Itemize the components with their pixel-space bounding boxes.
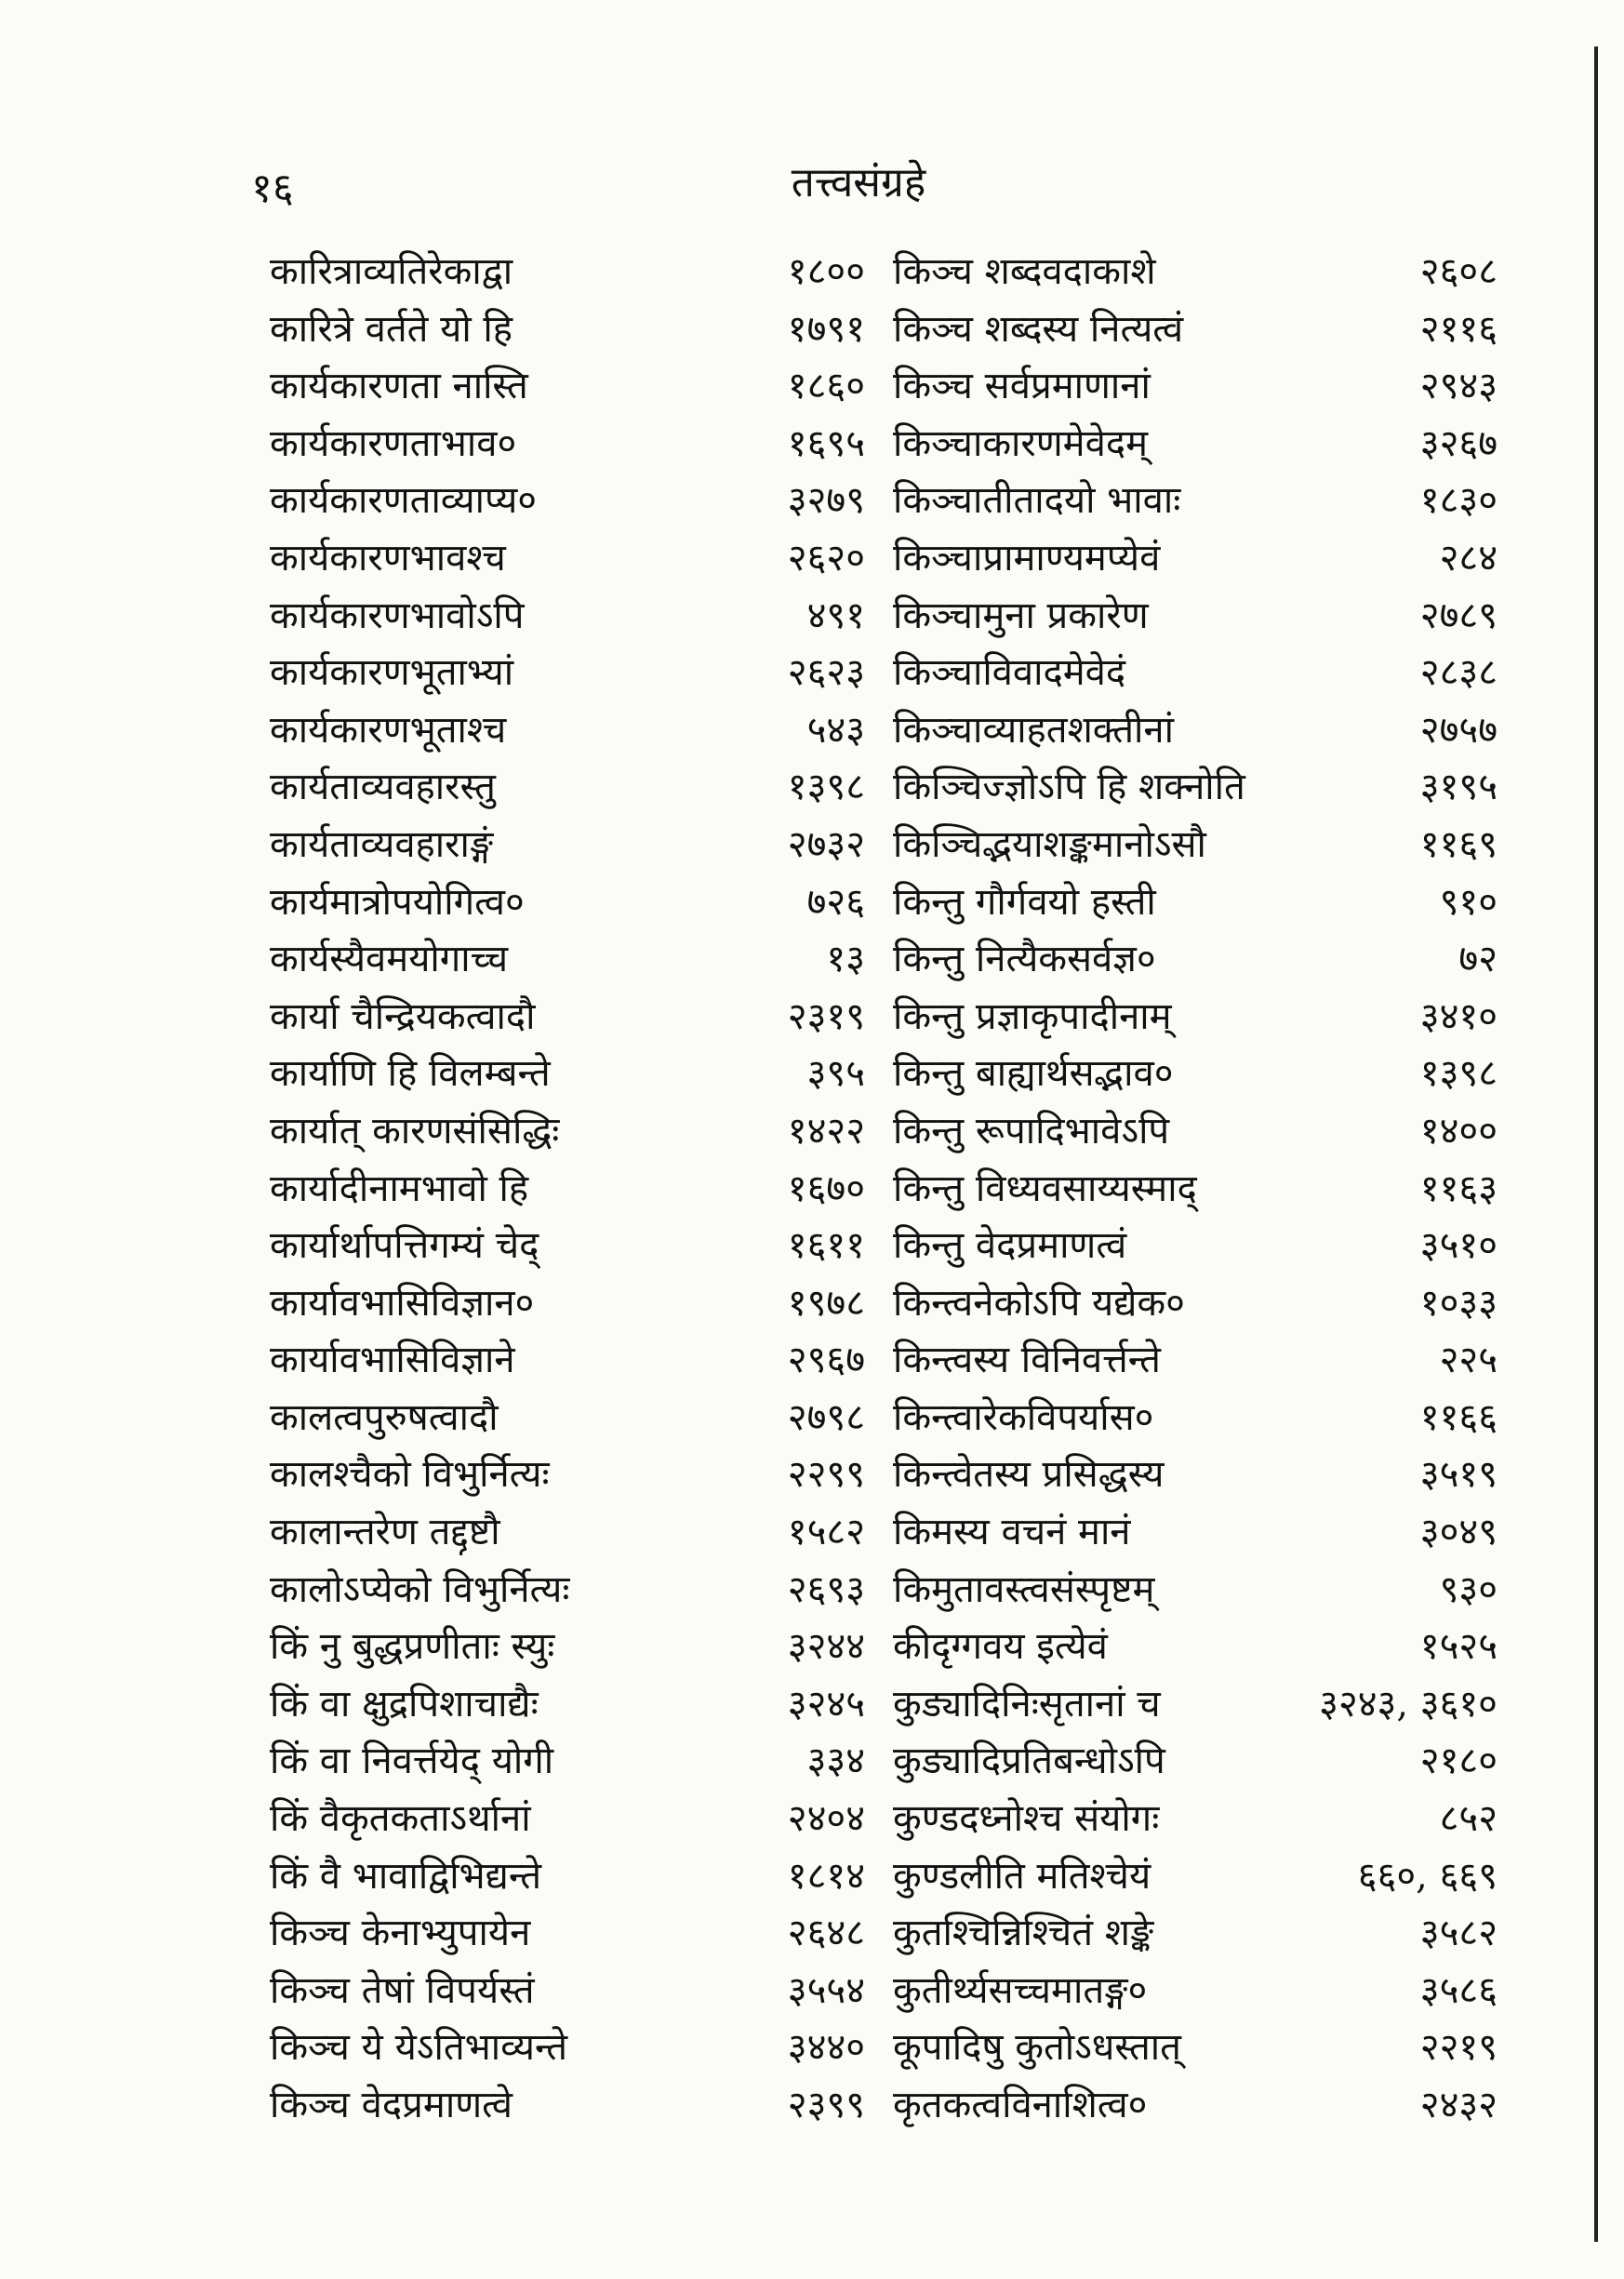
entry-reference: ३२६७ — [1419, 421, 1498, 465]
index-entry — [270, 931, 865, 989]
entry-term: किमस्य वचनं मानं — [893, 1511, 1131, 1554]
entry-reference: ७२६ — [806, 880, 865, 924]
index-entry — [270, 989, 865, 1046]
entry-term: किञ्चिद्भयाशङ्कमानोऽसौ — [893, 822, 1206, 866]
index-entry — [270, 1046, 865, 1103]
entry-reference: २६०८ — [1419, 250, 1498, 293]
entry-term: किञ्च शब्दवदाकाशे — [893, 250, 1156, 293]
index-entry — [893, 1046, 1498, 1103]
index-entry — [893, 1275, 1498, 1333]
entry-reference: ८५२ — [1439, 1797, 1498, 1841]
entry-reference: ३२७९ — [787, 479, 865, 523]
index-entry — [270, 1562, 865, 1619]
entry-term: किन्तु विध्यवसाय्यस्माद् — [893, 1166, 1197, 1210]
index-entry — [893, 358, 1498, 416]
index-entry — [893, 530, 1498, 588]
entry-term: किञ्च तेषां विपर्यस्तं — [270, 1968, 535, 2012]
index-entry — [893, 1676, 1498, 1734]
entry-term: किन्तु बाह्यार्थसद्भाव० — [893, 1052, 1174, 1096]
entry-term: कार्यकारणता नास्ति — [270, 365, 528, 408]
index-entry — [270, 702, 865, 760]
index-entry — [893, 1218, 1498, 1275]
entry-reference: ९३० — [1439, 1567, 1498, 1611]
entry-reference: ३२४५ — [787, 1682, 865, 1726]
entry-reference: १८६० — [787, 365, 865, 408]
entry-reference: ३५१० — [1419, 1224, 1498, 1268]
entry-reference: २९४३ — [1419, 365, 1498, 408]
entry-reference: १४२२ — [787, 1109, 865, 1153]
index-entry — [270, 759, 865, 817]
index-column-left — [270, 244, 865, 2135]
index-entry — [893, 931, 1498, 989]
entry-term: किन्त्वनेकोऽपि यद्येक० — [893, 1281, 1185, 1325]
entry-term: किन्तु गौर्गवयो हस्ती — [893, 880, 1156, 924]
index-entry — [893, 817, 1498, 874]
entry-reference: २६४८ — [787, 1912, 865, 1955]
index-entry — [270, 817, 865, 874]
entry-term: किन्तु रूपादिभावेऽपि — [893, 1109, 1170, 1153]
entry-term: कुतश्चिन्निश्चितं शङ्के — [893, 1912, 1154, 1955]
index-entry — [270, 1905, 865, 1963]
index-entry — [893, 2019, 1498, 2077]
index-entry — [270, 1848, 865, 1906]
entry-reference: १३ — [826, 938, 865, 981]
index-entry — [270, 1332, 865, 1390]
entry-reference: १९७८ — [787, 1281, 865, 1325]
entry-term: कार्यकारणभूताभ्यां — [270, 651, 514, 695]
entry-term: कारित्रे वर्तते यो हि — [270, 307, 513, 351]
index-entry — [270, 301, 865, 359]
index-entry — [893, 244, 1498, 301]
entry-reference: २१८० — [1419, 1739, 1498, 1783]
index-entry — [270, 1390, 865, 1447]
entry-term: किञ्च सर्वप्रमाणानां — [893, 365, 1151, 408]
entry-term: कुण्डदध्नोश्च संयोगः — [893, 1797, 1160, 1841]
entry-term: किं वा निवर्त्तयेद् योगी — [270, 1739, 554, 1783]
index-entry — [893, 1103, 1498, 1161]
entry-reference: १५८२ — [787, 1511, 865, 1554]
entry-term: कार्यताव्यवहारस्तु — [270, 766, 496, 809]
entry-term: किञ्च ये येऽतिभाव्यन्ते — [270, 2026, 568, 2070]
entry-reference: ३५५४ — [787, 1968, 865, 2012]
entry-term: किं वै भावाद्विभिद्यन्ते — [270, 1854, 541, 1898]
index-entry — [270, 473, 865, 530]
entry-reference: १८१४ — [787, 1854, 865, 1898]
entry-reference: १६९५ — [787, 421, 865, 465]
entry-reference: ३०४९ — [1419, 1511, 1498, 1554]
entry-term: कालान्तरेण तद्दृष्टौ — [270, 1511, 500, 1554]
index-column-right — [893, 244, 1498, 2135]
entry-reference: २६२० — [787, 536, 865, 580]
entry-term: कारित्राव्यतिरेकाद्वा — [270, 250, 513, 293]
entry-reference: २३९९ — [787, 2084, 865, 2126]
entry-reference: २८३८ — [1419, 651, 1498, 695]
index-entry — [270, 874, 865, 932]
entry-reference: ३५१९ — [1419, 1453, 1498, 1497]
index-entry — [893, 702, 1498, 760]
entry-term: कालत्वपुरुषत्वादौ — [270, 1395, 499, 1439]
entry-reference: ४९१ — [806, 593, 865, 637]
index-entry — [270, 1218, 865, 1275]
index-entry — [893, 1504, 1498, 1562]
entry-reference: ३४४० — [787, 2026, 865, 2070]
scan-edge-line — [1594, 47, 1598, 2242]
entry-term: किञ्चिज्ज्ञोऽपि हि शक्नोति — [893, 766, 1245, 809]
index-entry — [270, 1504, 865, 1562]
index-entry — [893, 645, 1498, 702]
entry-reference: १३९८ — [787, 766, 865, 809]
entry-reference: ११६९ — [1419, 822, 1498, 866]
index-entry — [270, 645, 865, 702]
entry-term: किञ्चाप्रामाण्यमप्येवं — [893, 536, 1161, 580]
entry-reference: १७९१ — [787, 307, 865, 351]
entry-reference: ३९५ — [806, 1052, 865, 1096]
entry-reference: ७२ — [1458, 938, 1498, 981]
index-entry — [270, 244, 865, 301]
entry-term: कार्यात् कारणसंसिद्धिः — [270, 1109, 560, 1153]
entry-term: कार्यकारणभावश्च — [270, 536, 506, 580]
entry-reference: ११६३ — [1419, 1166, 1498, 1210]
entry-reference: १३९८ — [1419, 1052, 1498, 1096]
index-entry — [893, 473, 1498, 530]
entry-reference: २६२३ — [787, 651, 865, 695]
entry-reference: २७९८ — [787, 1395, 865, 1439]
entry-term: कूपादिषु कुतोऽधस्तात् — [893, 2026, 1181, 2070]
entry-term: किं वैकृतकताऽर्थानां — [270, 1797, 531, 1841]
index-entry — [270, 1103, 865, 1161]
entry-term: कुण्डलीति मतिश्चेयं — [893, 1854, 1151, 1898]
entry-reference: १५२५ — [1419, 1625, 1498, 1669]
entry-reference: २२१९ — [1419, 2026, 1498, 2070]
entry-reference: ३५८६ — [1419, 1968, 1498, 2012]
entry-term: कालोऽप्येको विभुर्नित्यः — [270, 1567, 570, 1611]
index-entry — [270, 1619, 865, 1676]
entry-term: किन्तु प्रज्ञाकृपादीनाम् — [893, 994, 1172, 1038]
entry-reference: ३१९५ — [1419, 766, 1498, 809]
entry-reference: २२५ — [1439, 1339, 1498, 1382]
entry-term: कृतकत्वविनाशित्व० — [893, 2084, 1148, 2126]
entry-reference: २९६७ — [787, 1339, 865, 1382]
entry-term: कुड्यादिप्रतिबन्धोऽपि — [893, 1739, 1165, 1783]
index-entry — [893, 1619, 1498, 1676]
entry-term: किन्तु वेदप्रमाणत्वं — [893, 1224, 1127, 1268]
entry-reference: १८०० — [787, 250, 865, 293]
entry-reference: १८३० — [1419, 479, 1498, 523]
entry-term: कार्या चैन्द्रियकत्वादौ — [270, 994, 536, 1038]
index-entry — [270, 1963, 865, 2020]
page-header — [251, 140, 1466, 214]
index-entry — [893, 301, 1498, 359]
entry-term: कालश्चैको विभुर्नित्यः — [270, 1453, 550, 1497]
entry-term: कार्यावभासिविज्ञाने — [270, 1339, 515, 1382]
index-entry — [270, 1791, 865, 1848]
index-entry — [893, 1905, 1498, 1963]
entry-reference: १०३३ — [1419, 1281, 1498, 1325]
entry-term: किञ्च वेदप्रमाणत्वे — [270, 2084, 512, 2126]
entry-reference: ३२४४ — [787, 1625, 865, 1669]
entry-term: किञ्चातीतादयो भावाः — [893, 479, 1181, 523]
entry-term: कार्यार्थापत्तिगम्यं चेद् — [270, 1224, 539, 1268]
entry-term: किञ्च शब्दस्य नित्यत्वं — [893, 307, 1184, 351]
entry-term: कार्यताव्यवहाराङ्गं — [270, 822, 494, 866]
index-entry — [893, 2077, 1498, 2135]
index-entry — [270, 2019, 865, 2077]
entry-reference: ११६६ — [1419, 1395, 1498, 1439]
entry-term: कार्यकारणताभाव० — [270, 421, 517, 465]
entry-reference: ९१० — [1439, 880, 1498, 924]
index-entry — [270, 358, 865, 416]
index-entry — [893, 588, 1498, 646]
index-entry — [270, 1733, 865, 1791]
entry-reference: ३२४३, ३६१० — [1319, 1682, 1498, 1726]
entry-reference: ३५८२ — [1419, 1912, 1498, 1955]
entry-term: कार्यमात्रोपयोगित्व० — [270, 880, 525, 924]
entry-term: किञ्चाविवादमेवेदं — [893, 651, 1126, 695]
entry-reference: २३१९ — [787, 994, 865, 1038]
entry-reference: १६११ — [787, 1224, 865, 1268]
entry-reference: २८४ — [1439, 536, 1498, 580]
entry-term: किन्त्वेतस्य प्रसिद्धस्य — [893, 1453, 1165, 1497]
entry-reference: २७५७ — [1419, 708, 1498, 752]
index-entry — [893, 1848, 1498, 1906]
index-entry — [893, 1562, 1498, 1619]
index-entry — [893, 1446, 1498, 1504]
entry-reference: ५४३ — [806, 708, 865, 752]
index-entry — [270, 1161, 865, 1219]
running-title: तत्त्वसंग्रहे — [791, 159, 926, 207]
index-entry — [270, 2077, 865, 2135]
entry-term: किञ्चाव्याहतशक्तीनां — [893, 708, 1174, 752]
index-entry — [270, 1275, 865, 1333]
index-entry — [893, 989, 1498, 1046]
entry-term: कार्यादीनामभावो हि — [270, 1166, 529, 1210]
entry-term: कुतीर्थ्यसच्चमातङ्ग० — [893, 1968, 1148, 2012]
entry-reference: २६९३ — [787, 1567, 865, 1611]
entry-reference: ३३४ — [806, 1739, 865, 1783]
entry-reference: ३४१० — [1419, 994, 1498, 1038]
entry-reference: १६७० — [787, 1166, 865, 1210]
entry-reference: २७३२ — [787, 822, 865, 866]
entry-term: कार्यकारणताव्याप्य० — [270, 479, 538, 523]
entry-term: कुड्यादिनिःसृतानां च — [893, 1682, 1161, 1726]
index-entry — [893, 759, 1498, 817]
index-entry — [893, 1161, 1498, 1219]
index-entry — [893, 1332, 1498, 1390]
entry-term: किन्तु नित्यैकसर्वज्ञ० — [893, 938, 1156, 981]
index-entry — [270, 588, 865, 646]
entry-term: किं नु बुद्धप्रणीताः स्युः — [270, 1625, 555, 1669]
entry-term: कीदृग्गवय इत्येवं — [893, 1625, 1108, 1669]
entry-term: कार्यकारणभूताश्च — [270, 708, 507, 752]
page-number: १६ — [251, 165, 294, 212]
entry-term: कार्यस्यैवमयोगाच्च — [270, 938, 509, 981]
index-entry — [270, 416, 865, 473]
index-entry — [270, 1676, 865, 1734]
entry-term: किञ्च केनाभ्युपायेन — [270, 1912, 531, 1955]
index-entry — [893, 1963, 1498, 2020]
index-entry — [893, 1390, 1498, 1447]
index-entry — [893, 416, 1498, 473]
entry-reference: २२९९ — [787, 1453, 865, 1497]
index-entry — [270, 530, 865, 588]
entry-term: किं वा क्षुद्रपिशाचाद्यैः — [270, 1682, 539, 1726]
index-entry — [893, 1733, 1498, 1791]
entry-term: किन्त्वस्य विनिवर्त्तन्ते — [893, 1339, 1161, 1382]
entry-term: कार्यावभासिविज्ञान० — [270, 1281, 535, 1325]
entry-reference: ६६०, ६६९ — [1357, 1854, 1498, 1898]
entry-term: किञ्चामुना प्रकारेण — [893, 593, 1149, 637]
index-entry — [893, 874, 1498, 932]
index-entry — [270, 1446, 865, 1504]
index-entry — [893, 1791, 1498, 1848]
entry-reference: २४०४ — [787, 1797, 865, 1841]
entry-reference: २११६ — [1419, 307, 1498, 351]
entry-reference: २७८९ — [1419, 593, 1498, 637]
entry-term: किमुतावस्त्वसंस्पृष्टम् — [893, 1567, 1155, 1611]
entry-term: किञ्चाकारणमेवेदम् — [893, 421, 1148, 465]
entry-reference: २४३२ — [1419, 2084, 1498, 2126]
entry-term: कार्याणि हि विलम्बन्ते — [270, 1052, 551, 1096]
entry-reference: १४०० — [1419, 1109, 1498, 1153]
entry-term: किन्त्वारेकविपर्यास० — [893, 1395, 1154, 1439]
entry-term: कार्यकारणभावोऽपि — [270, 593, 525, 637]
